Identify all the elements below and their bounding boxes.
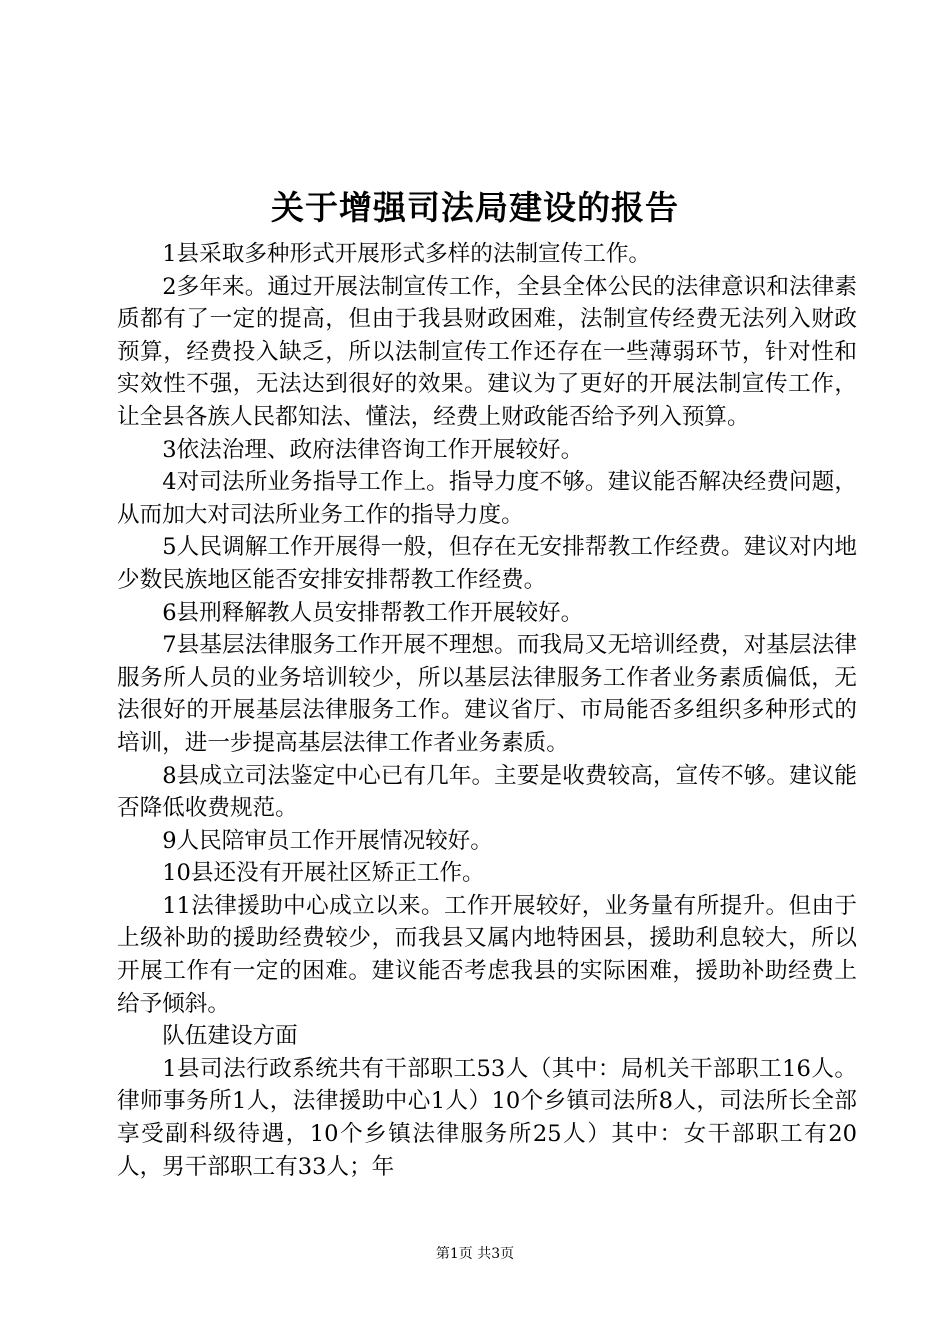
paragraph-2: 2多年来。通过开展法制宣传工作，全县全体公民的法律意识和法律素质都有了一定的提高，但由于我县财政困难，法制宣传经费无法列入财政预算，经费投入缺乏，所以法制宣传工作还存在一些薄弱环节，针对性和实效性不强，无法达到很好的效果。建议为了更好的开展法制宣传工作，让全县各族人民都知法、懂法，经费上财政能否给予列入预算。 bbox=[117, 273, 857, 430]
paragraph-13: 1县司法行政系统共有干部职工53人（其中：局机关干部职工16人。律师事务所1人，法律援助中心1人）10个乡镇司法所8人，司法所长全部享受副科级待遇，10个乡镇法律服务所25人）其中：女干部职工有20人，男干部职工有33人；年 bbox=[117, 1055, 857, 1180]
paragraph-1: 1县采取多种形式开展形式多样的法制宣传工作。 bbox=[162, 241, 652, 267]
paragraph-11: 11法律援助中心成立以来。工作开展较好，业务量有所提升。但由于上级补助的援助经费较少，而我县又属内地特困县，援助利息较大，所以开展工作有一定的困难。建议能否考虑我县的实际困难，援助补助经费上给予倾斜。 bbox=[117, 892, 857, 1017]
paragraph-8: 8县成立司法鉴定中心已有几年。主要是收费较高，宣传不够。建议能否降低收费规范。 bbox=[117, 762, 857, 822]
page-number-footer: 第1页 共3页 bbox=[435, 1246, 515, 1262]
paragraph-7: 7县基层法律服务工作开展不理想。而我局又无培训经费，对基层法律服务所人员的业务培训较少，所以基层法律服务工作者业务素质偏低，无法很好的开展基层法律服务工作。建议省厅、市局能否多组织多种形式的培训，进一步提高基层法律工作者业务素质。 bbox=[117, 632, 857, 756]
paragraph-9: 9人民陪审员工作开展情况较好。 bbox=[162, 827, 493, 854]
paragraph-4: 4对司法所业务指导工作上。指导力度不够。建议能否解决经费问题，从而加大对司法所业务工作的指导力度。 bbox=[117, 469, 857, 528]
paragraph-10: 10县还没有开展社区矫正工作。 bbox=[162, 860, 485, 887]
paragraph-3: 3依法治理、政府法律咨询工作开展较好。 bbox=[162, 436, 584, 463]
document-body bbox=[117, 238, 857, 1183]
paragraph-5: 5人民调解工作开展得一般，但存在无安排帮教工作经费。建议对内地少数民族地区能否安排安排帮教工作经费。 bbox=[117, 534, 857, 593]
section-heading-team: 队伍建设方面 bbox=[162, 1023, 298, 1050]
document-title: 关于增强司法局建设的报告 bbox=[271, 188, 679, 227]
paragraph-6: 6县刑释解教人员安排帮教工作开展较好。 bbox=[162, 599, 584, 626]
